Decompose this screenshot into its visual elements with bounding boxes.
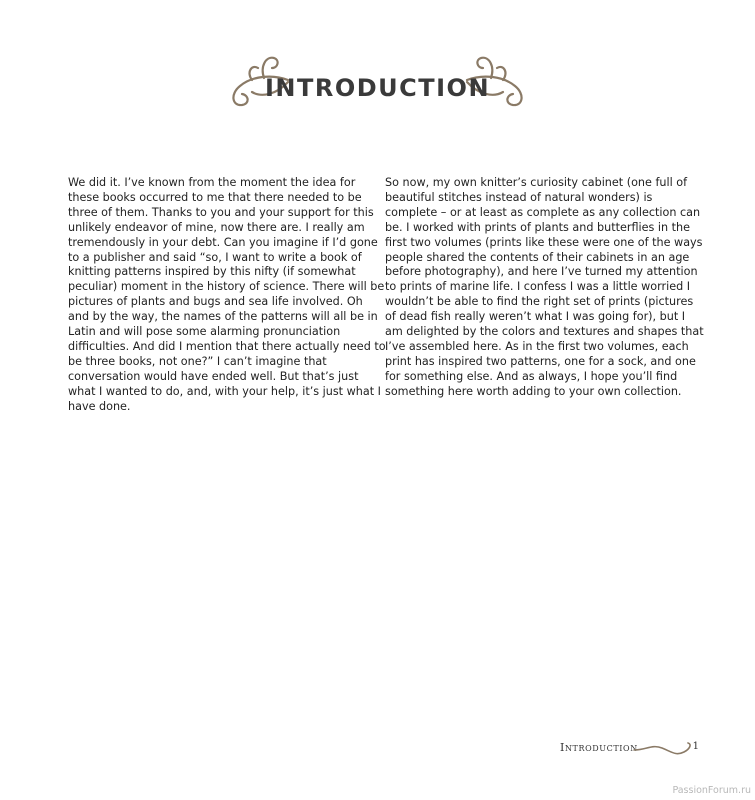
intro-paragraph-right: So now, my own knitter’s curiosity cabinet (one full of beautiful stitches instead of natural wonders) is complete – or at least as complete as any collection can be. I worked with prints of plants and butterflies in the first two volumes (prints like these were one of the ways people shared the contents of their cabinets in an age before photography), and here I’ve turned my attention to prints of marine life. I confess I was a little worried I wouldn’t be able to find the right set of prints (pictures of dead fish really weren’t what I was going for), but I am delighted by the colors and textures and shapes that I’ve assembled here. As in the first two volumes, each print has inspired two patterns, one for a sock, and one for something else. And as always, I hope you’ll find something here worth adding to your own collection. xyxy=(385,176,704,398)
page-footer xyxy=(560,738,710,762)
intro-paragraph-left: We did it. I’ve known from the moment the idea for these books occurred to me that there needed to be three of them. Thanks to you and your support for this unlikely endeavor of mine, now there are. I really am tremendously in your debt. Can you imagine if I’d gone to a publisher and said “so, I want to write a book of knitting patterns inspired by this nifty (if somewhat peculiar) moment in the history of science. There will be pictures of plants and bugs and sea life involved. Oh and by the way, the names of the patterns will all be in Latin and will pose some alarming pronunciation difficulties. And did I mention that there actually need to be three books, not one?” I can’t imagine that conversation would have ended well. But that’s just what I wanted to do, and, with your help, it’s just what I have done. xyxy=(68,176,386,413)
page-number: 1 xyxy=(692,741,699,752)
footer-swash-ornament-icon xyxy=(632,740,694,760)
watermark-text: PassionForum.ru xyxy=(672,785,751,796)
running-footer-label: Introduction xyxy=(560,741,638,754)
page-title: INTRODUCTION xyxy=(264,74,491,102)
